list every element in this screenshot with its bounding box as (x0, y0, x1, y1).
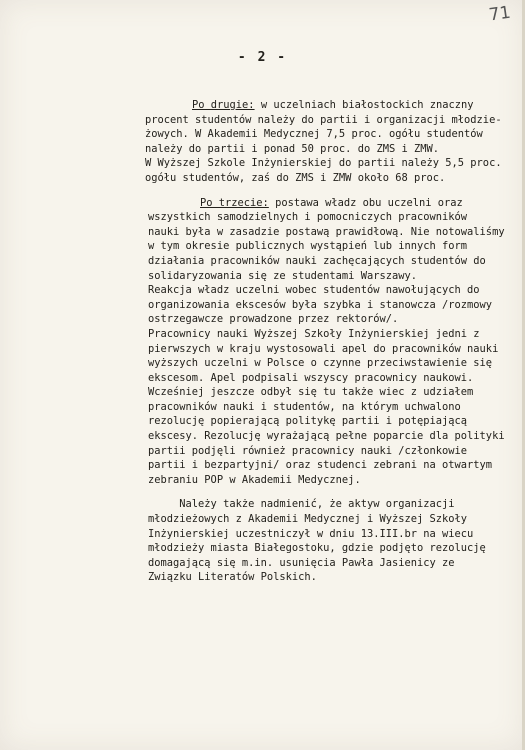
text-line: młodzieży miasta Białegostoku, gdzie podjęto rezolucję (148, 542, 486, 555)
text-line: nauki była w zasadzie postawą prawidłową. Nie notowaliśmy (148, 225, 505, 238)
text-line: Reakcja władz uczelni wobec studentów nawołujących do (148, 284, 480, 297)
text-line: pierwszych w kraju wystosowali apel do pracowników nauki (148, 342, 499, 355)
text-line: partii i bezpartyjni/ oraz studenci zebrani na otwartym (148, 459, 493, 472)
text-line: młodzieżowych z Akademii Medycznej i Wyższej Szkoły (148, 513, 468, 526)
text-line: w tym okresie publicznych wystąpień lub innych form (148, 240, 468, 253)
text-line: ogółu studentów, zaś do ZMS i ZMW około 68 proc. (145, 171, 446, 184)
text-line: ostrzegawcze prowadzone przez rektorów/. (148, 313, 399, 326)
document-body (145, 98, 518, 585)
text-line: Po trzecie: postawa władz obu uczelni oraz (200, 196, 463, 209)
text-line: Należy także nadmienić, że aktyw organizacji (148, 498, 455, 511)
text-line: Związku Literatów Polskich. (148, 571, 317, 584)
text-line: działania pracowników nauki zachęcających studentów do (148, 254, 486, 267)
handwritten-page-mark: 71 (488, 2, 513, 26)
text-line: wszystkich samodzielnych i pomocniczych pracowników (148, 211, 468, 224)
page-number: - 2 - (237, 50, 288, 65)
text-line: solidaryzowania się ze studentami Warszawy. (148, 269, 417, 282)
paragraph-3 (148, 497, 518, 585)
text-line: ekscesom. Apel podpisali wszyscy pracownicy naukowi. (148, 371, 474, 384)
text-line: zebraniu POP w Akademii Medycznej. (148, 473, 361, 486)
paragraph-1 (145, 98, 518, 186)
text-line: pracowników nauki i studentów, na którym uchwalono (148, 400, 461, 413)
text-line: żowych. W Akademii Medycznej 7,5 proc. ogółu studentów (145, 128, 483, 141)
text-line: Po drugie: w uczelniach białostockich znaczny (192, 99, 474, 111)
section-heading: Po drugie: (192, 99, 255, 111)
paragraph-2 (148, 196, 518, 488)
text-line: Pracownicy nauki Wyższej Szkoły Inżynierskiej jedni z (148, 327, 480, 340)
text-line: Inżynierskiej uczestniczył w dniu 13.III.br na wiecu (148, 527, 474, 540)
text-line: organizowania ekscesów była szybka i stanowcza /rozmowy (148, 298, 493, 311)
text-line: Wcześniej jeszcze odbył się tu także wiec z udziałem (148, 386, 474, 399)
text-line: partii podjęli również pracownicy nauki /członkowie (148, 444, 468, 457)
text-line: procent studentów należy do partii i organizacji młodzie- (145, 113, 502, 126)
text-line: wyższych uczelni w Polsce o czynne przeciwstawienie się (148, 357, 493, 370)
text-line: ekscesy. Rezolucję wyrażającą pełne poparcie dla polityki (148, 430, 505, 443)
text-line: W Wyższej Szkole Inżynierskiej do partii należy 5,5 proc. (145, 157, 502, 170)
section-heading: Po trzecie: (200, 196, 269, 209)
text-line: należy do partii i ponad 50 proc. do ZMS i ZMW. (145, 142, 440, 155)
text-line: rezolucję popierającą politykę partii i potępiającą (148, 415, 468, 428)
text-line: domagającą się m.in. usunięcia Pawła Jasienicy ze (148, 556, 455, 569)
